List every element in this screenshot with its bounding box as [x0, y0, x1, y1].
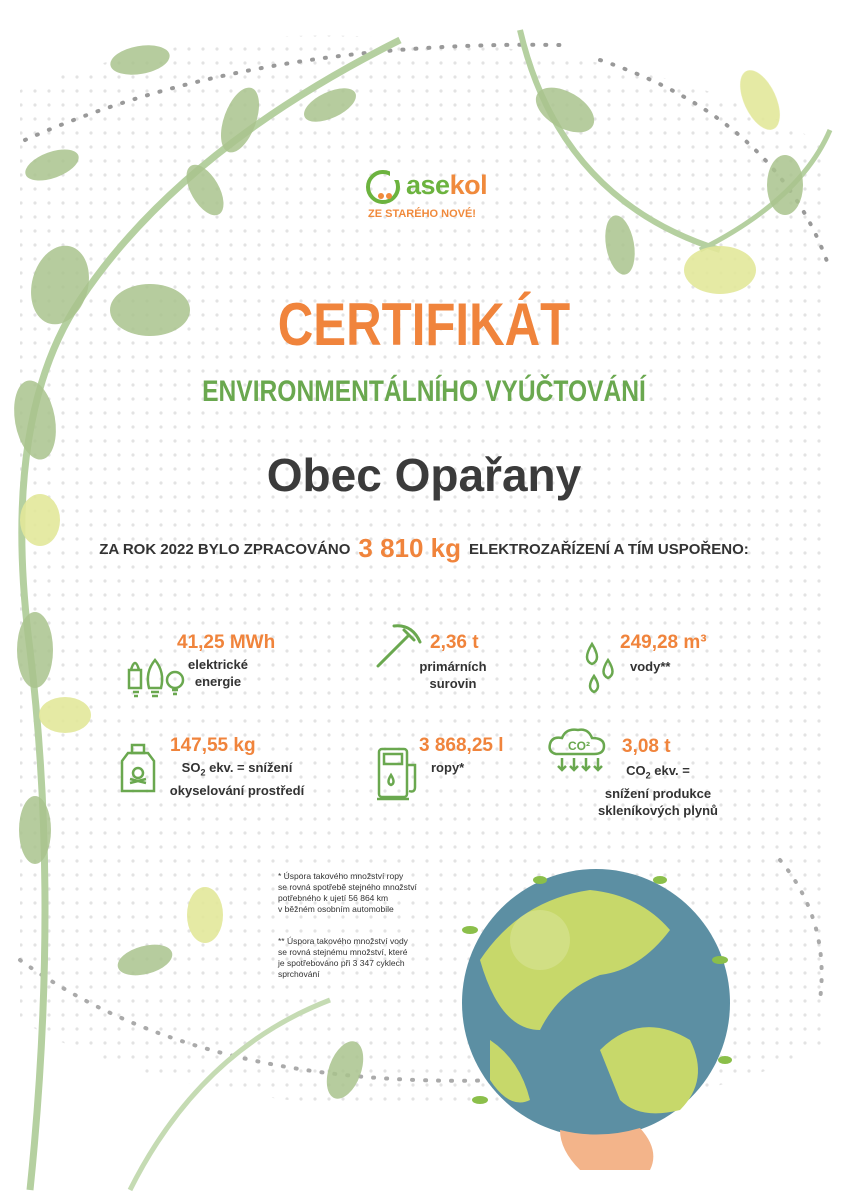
water-drops-icon — [580, 640, 620, 696]
logo-wordmark: asekol — [406, 170, 488, 200]
certificate-title: CERTIFIKÁT — [277, 291, 571, 358]
logo-circle-icon — [366, 170, 400, 204]
footnote-oil: * Úspora takového množství ropy se rovná spotřebě stejného množství potřebného k ujetí 56 864 km v běžném osobním automobile — [278, 871, 417, 914]
asekol-logo — [366, 168, 496, 228]
oil-value: 3 868,25 l — [419, 735, 504, 756]
processed-amount: 3 810 kg — [358, 533, 462, 563]
summary-statement: ZA ROK 2022 BYLO ZPRACOVÁNO 3 810 kg ELEKTROZAŘÍZENÍ A TÍM USPOŘENO: — [99, 533, 749, 563]
co2-value: 3,08 t — [622, 736, 671, 757]
co2-label: $CO_2$ ekv. = snížení produkce skleníkových plynů — [598, 763, 718, 818]
toxic-bottle-icon — [118, 743, 158, 795]
footnote-water: ** Úspora takového množství vody se rovná stejnému množství, které je spotřebováno při 3 347 cyklech sprchování — [278, 936, 408, 979]
water-label: vody** — [630, 659, 671, 674]
so2-value: 147,55 kg — [170, 735, 256, 756]
logo-slogan: ZE STARÉHO NOVÉ! — [368, 208, 476, 220]
municipality-name: Obec Opařany — [266, 449, 582, 501]
materials-value: 2,36 t — [430, 632, 479, 653]
certificate-subtitle: ENVIRONMENTÁLNÍHO VYÚČTOVÁNÍ — [202, 375, 646, 408]
light-bulbs-icon — [125, 640, 185, 702]
energy-value: 41,25 MWh — [177, 632, 276, 653]
fuel-pump-icon — [375, 745, 425, 803]
so2-label: $SO_2$ ekv. = snížení okyselování prostředí — [169, 760, 305, 798]
svg-text:CO²: CO² — [568, 739, 590, 753]
oil-label: ropy* — [431, 760, 465, 775]
materials-label: primárních surovin — [419, 659, 487, 691]
water-value: 249,28 m³ — [620, 632, 707, 653]
energy-label: elektrické energie — [188, 657, 248, 689]
